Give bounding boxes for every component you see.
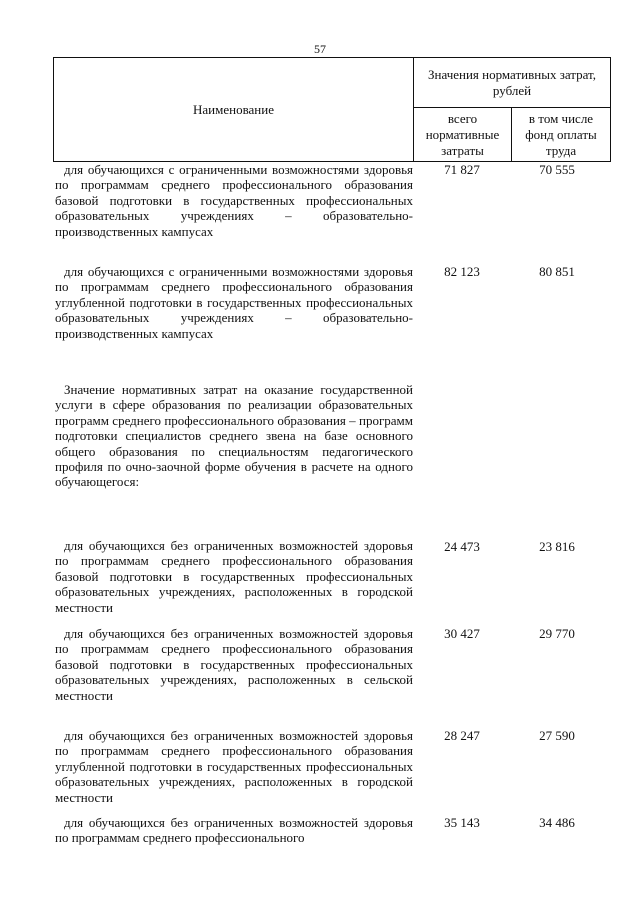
table-cell-total: 24 473: [444, 539, 480, 554]
table-cell-wage: 27 590: [539, 728, 575, 743]
table-row-name: для обучающихся с ограниченными возможностями здоровья по программам среднего профессионального образования базовой подготовки в государственных профессиональных образовательных учреждениях – образовательно-производственных кампусах: [55, 162, 413, 239]
table-cell-wage: 80 851: [539, 264, 575, 279]
table-row-name: для обучающихся без ограниченных возможностей здоровья по программам среднего профессионального образования базовой подготовки в государственных профессиональных образовательных учреждениях, расположенных в городской местности: [55, 538, 413, 615]
table-cell-total: 71 827: [444, 162, 480, 177]
table-cell-wage: 29 770: [539, 626, 575, 641]
table-cell-total: 30 427: [444, 626, 480, 641]
table-row-name: для обучающихся без ограниченных возможностей здоровья по программам среднего профессионального образования углубленной подготовки в государственных профессиональных образовательных учреждениях, расположенных в городской местности: [55, 728, 413, 805]
column-header-wage: в том числе фонд оплаты труда: [512, 108, 611, 162]
table-row-name: для обучающихся без ограниченных возможностей здоровья по программам среднего профессионального: [55, 815, 413, 846]
table-row-name: для обучающихся с ограниченными возможностями здоровья по программам среднего профессионального образования углубленной подготовки в государственных профессиональных образовательных учреждениях – образовательно-производственных кампусах: [55, 264, 413, 341]
page-number: 57: [314, 42, 326, 56]
section-heading: Значение нормативных затрат на оказание государственной услуги в сфере образования по реализации образовательных программ среднего профессионального образования – программ подготовки специалистов среднего звена на базе основного общего образования по специальностям педагогического профиля по очно-заочной форме обучения в расчете на одного обучающегося:: [55, 382, 413, 490]
column-header-total: всего нормативные затраты: [414, 108, 512, 162]
table-cell-total: 28 247: [444, 728, 480, 743]
column-header-name: Наименование: [54, 58, 414, 162]
table-cell-total: 35 143: [444, 815, 480, 830]
table-cell-wage: 23 816: [539, 539, 575, 554]
table-row-name: для обучающихся без ограниченных возможностей здоровья по программам среднего профессионального образования базовой подготовки в государственных профессиональных образовательных учреждениях, расположенных в сельской местности: [55, 626, 413, 703]
column-header-values-group: Значения нормативных затрат, рублей: [414, 58, 611, 108]
table-header: [53, 57, 611, 162]
table-cell-wage: 70 555: [539, 162, 575, 177]
table-cell-total: 82 123: [444, 264, 480, 279]
table-cell-wage: 34 486: [539, 815, 575, 830]
